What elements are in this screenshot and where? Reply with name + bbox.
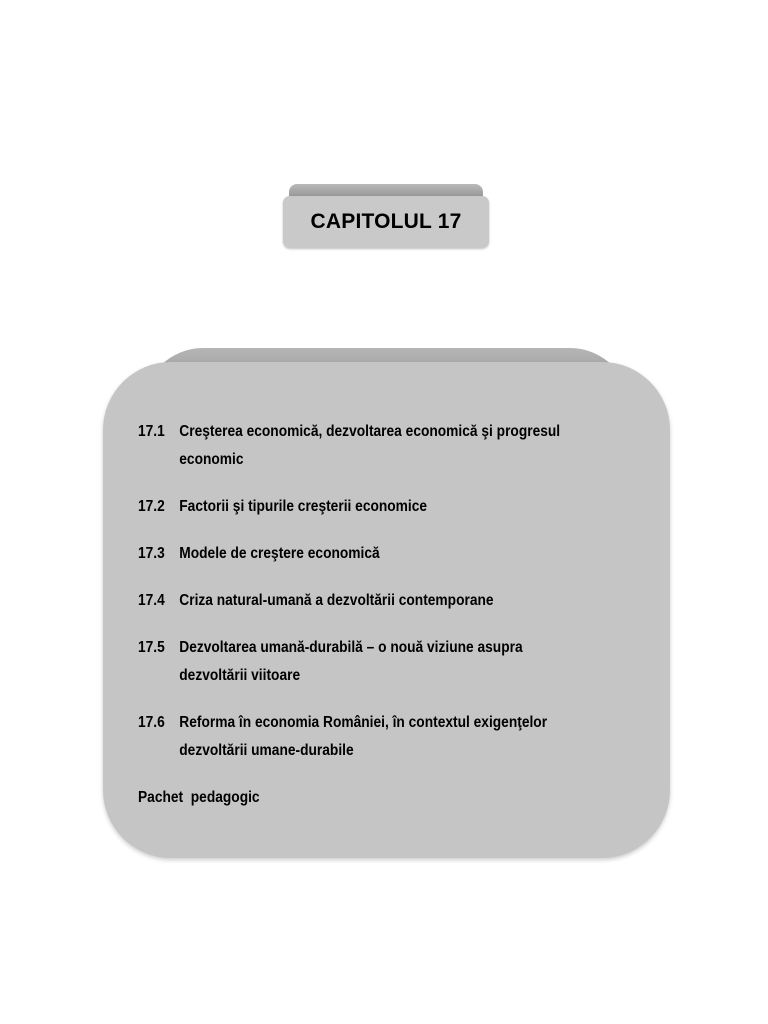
- toc-item-17-6: [138, 709, 577, 765]
- chapter-title: CAPITOLUL 17: [310, 210, 462, 233]
- toc-item-17-5: [138, 634, 577, 690]
- table-of-contents: [138, 418, 577, 812]
- toc-item-title: Dezvoltarea umană-durabilă – o nouă viziune asupra dezvoltării viitoare: [179, 639, 523, 684]
- toc-item-title: Criza natural-umană a dezvoltării contemporane: [179, 592, 494, 609]
- toc-item-title: Reforma în economia României, în contextul exigenţelor dezvoltării umane-durabile: [179, 714, 548, 759]
- toc-item-17-2: [138, 493, 577, 521]
- toc-item-number: 17.5: [138, 639, 165, 656]
- toc-item-number: 17.1: [138, 423, 165, 440]
- chapter-heading-face: [283, 196, 489, 248]
- toc-footer-pachet-pedagogic: Pachet pedagogic: [138, 789, 260, 806]
- toc-item-title: Factorii şi tipurile creşterii economice: [179, 498, 428, 515]
- toc-item-17-1: [138, 418, 577, 474]
- toc-item-number: 17.4: [138, 592, 165, 609]
- toc-item-17-3: [138, 540, 577, 568]
- toc-item-number: 17.3: [138, 545, 165, 562]
- toc-item-17-4: [138, 587, 577, 615]
- toc-item-title: Modele de creştere economică: [179, 545, 380, 562]
- toc-item-number: 17.6: [138, 714, 165, 731]
- chapter-heading-box: [283, 184, 489, 248]
- toc-item-title: Creşterea economică, dezvoltarea economică şi progresul economic: [179, 423, 561, 468]
- toc-item-number: 17.2: [138, 498, 165, 515]
